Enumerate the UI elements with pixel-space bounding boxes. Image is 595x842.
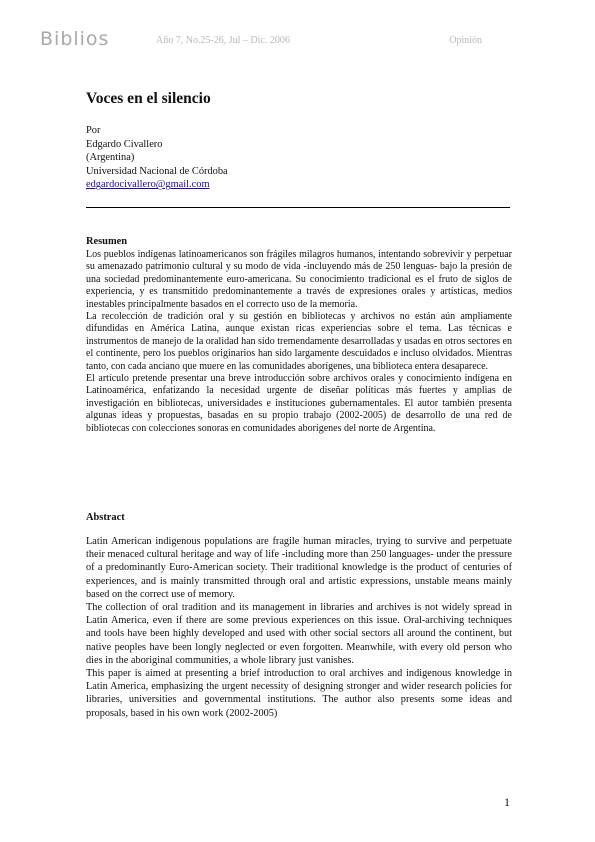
abstract-paragraph: The collection of oral tradition and its management in libraries and archives is not widely spread in Latin America, even if there are some previous experiences on this issue. Oral-archiving techniques and tools have been highly developed and used with other social sectors all around the continent, but native peoples have been longly neglected or even forgotten. Meanwhile, with every old person who dies in the aboriginal communities, a whole library just vanishes.: [86, 602, 512, 666]
abstract-paragraph: Latin American indigenous populations are fragile human miracles, trying to survive and perpetuate their menaced cultural heritage and way of life -including more than 250 languages- under the pressure of a predominantly Euro-American society. Their traditional knowledge is the product of centuries of experiences, and is mainly transmitted through oral and artistic expressions, unstable means mainly based on the correct use of memory.: [86, 536, 512, 600]
article-title: Voces en el silencio: [86, 90, 211, 107]
abstract-paragraph: This paper is aimed at presenting a brief introduction to oral archives and indigenous knowledge in Latin America, emphasizing the urgent necessity of designing stronger and wider research policies for libraries, universities and governmental institutions. The author also presents some ideas and proposals, based in his own work (2002-2005): [86, 668, 512, 719]
journal-header: [40, 28, 490, 53]
abstract-body: [86, 535, 512, 720]
resumen-body: [86, 249, 512, 435]
resumen-heading: Resumen: [86, 236, 127, 247]
author-email-link[interactable]: edgardocivallero@gmail.com: [86, 179, 210, 191]
author-block: [86, 124, 516, 192]
resumen-paragraph: El artículo pretende presentar una breve introducción sobre archivos orales y conocimiento indígena en Latinoamérica, enfatizando la necesidad urgente de diseñar políticas más fuertes y amplias de investigación en bibliotecas, universidades e instituciones gubernamentales. El autor también presenta algunas ideas y propuestas, basadas en su propio trabajo (2002-2005) de desarrollo de una red de bibliotecas con colecciones sonoras en comunidades aborígenes del norte de Argentina.: [86, 373, 512, 434]
page-number: 1: [504, 795, 510, 809]
author-by-label: Por: [86, 125, 101, 136]
author-country: (Argentina): [86, 152, 135, 164]
abstract-heading: Abstract: [86, 512, 125, 523]
journal-logo: Biblios: [40, 28, 110, 50]
author-name: Edgardo Civallero: [86, 138, 163, 150]
resumen-paragraph: Los pueblos indígenas latinoamericanos son frágiles milagros humanos, intentando sobrevivir y perpetuar su amenazado patrimonio cultural y su modo de vida -incluyendo más de 250 lenguas- bajo la presión de una sociedad predominantemente euro-americana. Su conocimiento tradicional es el fruto de siglos de experiencia, y es transmitido predominantemente a través de expresiones orales y artísticas, medios inestables principalmente basados en el correcto uso de la memoria.: [86, 249, 512, 310]
issue-info: Año 7, No.25-26, Jul – Dic. 2006: [156, 35, 290, 46]
divider-line: [86, 207, 510, 208]
resumen-paragraph: La recolección de tradición oral y su gestión en bibliotecas y archivos no están aún ampliamente difundidas en América Latina, aunque existan ricas experiencias sobre el tema. Las técnicas e instrumentos de manejo de la oralidad han sido tremendamente desarrolladas y usadas en otros sectores en el continente, pero los pueblos originarios han sido largamente descuidados e incluso olvidados. Mientras tanto, con cada anciano que muere en las comunidades aborígenes, una biblioteca entera desaparece.: [86, 311, 512, 372]
section-label: Opinión: [449, 35, 482, 46]
author-institution: Universidad Nacional de Córdoba: [86, 165, 228, 177]
